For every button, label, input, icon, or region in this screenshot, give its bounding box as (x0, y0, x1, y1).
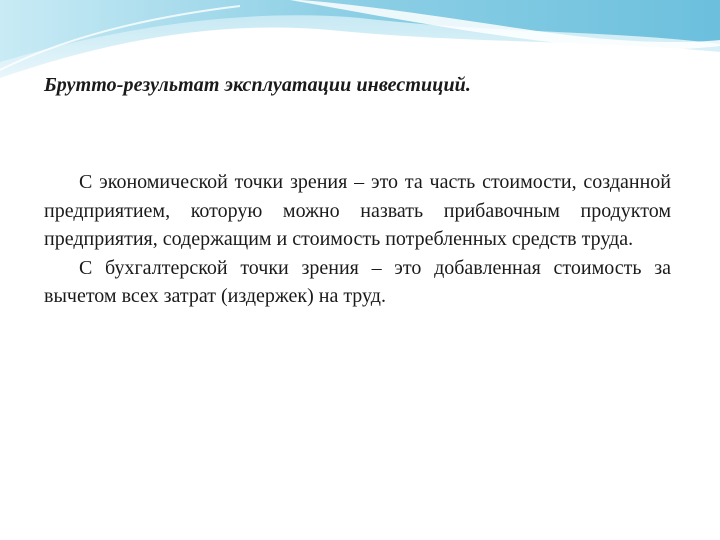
slide-title: Брутто-результат эксплуатации инвестиций. (44, 74, 471, 96)
paragraph-economic: С экономической точки зрения – это та часть стоимости, созданной предприятием, которую можно назвать прибавочным продуктом предприятия, содержащим и стоимость потребленных средств труда. (44, 171, 671, 250)
slide-body (44, 168, 671, 311)
paragraph-accounting: С бухгалтерской точки зрения – это добавленная стоимость за вычетом всех затрат (издержек) на труд. (44, 256, 671, 307)
